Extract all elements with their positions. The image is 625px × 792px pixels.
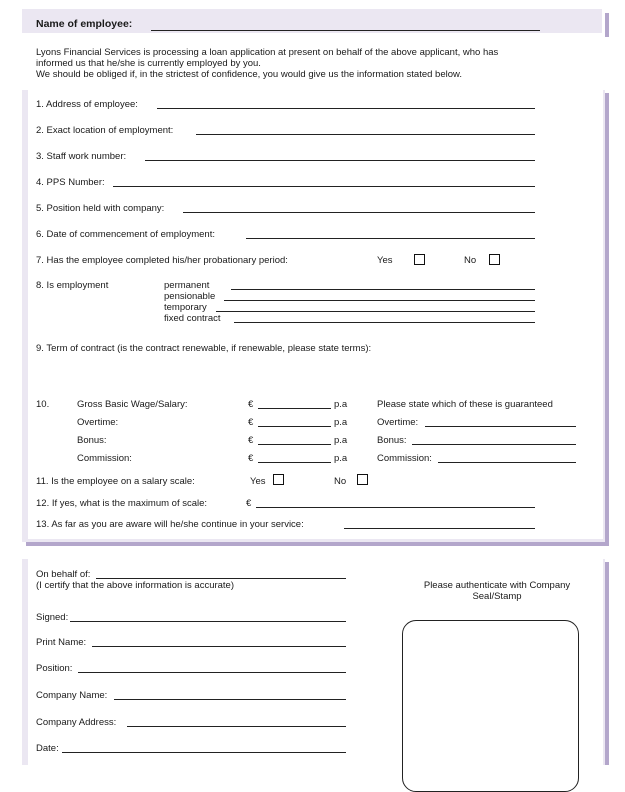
q11-yes-label: Yes xyxy=(250,476,266,487)
q8-option-fixed-contract: fixed contract xyxy=(164,313,221,324)
q9-label: 9. Term of contract (is the contract renewable, if renewable, please state terms): xyxy=(36,343,372,354)
q11-yes-checkbox[interactable] xyxy=(273,474,284,485)
q10-number: 10. xyxy=(36,399,50,410)
signed-field[interactable] xyxy=(70,621,346,622)
q5-label: 5. Position held with company: xyxy=(36,203,165,214)
q8-temporary-field[interactable] xyxy=(216,311,535,312)
date-field[interactable] xyxy=(62,752,346,753)
intro-text xyxy=(36,47,596,80)
q10-overtime-pa: p.a xyxy=(334,417,348,428)
q2-field[interactable] xyxy=(196,134,535,135)
q10-guar-overtime-field[interactable] xyxy=(425,426,576,427)
q11-no-label: No xyxy=(334,476,347,487)
intro-line-1: Lyons Financial Services is processing a loan application at present on behalf of the above applicant, who has xyxy=(36,47,499,58)
q7-no-checkbox[interactable] xyxy=(489,254,500,265)
q6-label: 6. Date of commencement of employment: xyxy=(36,229,215,240)
q6-field[interactable] xyxy=(246,238,535,239)
q10-bonus-currency: € xyxy=(248,435,254,446)
q8-permanent-field[interactable] xyxy=(231,289,535,290)
panel-shadow xyxy=(605,93,609,546)
certify-note: (I certify that the above information is accurate) xyxy=(36,580,235,591)
q7-yes-label: Yes xyxy=(377,255,393,266)
q10-commission-field[interactable] xyxy=(258,462,331,463)
q8-label: 8. Is employment xyxy=(36,280,109,291)
company-name-label: Company Name: xyxy=(36,690,108,701)
company-seal-area[interactable] xyxy=(402,620,579,792)
q10-bonus-field[interactable] xyxy=(258,444,331,445)
employee-name-label: Name of employee: xyxy=(36,18,133,30)
q3-label: 3. Staff work number: xyxy=(36,151,127,162)
q10-guaranteed-label: Please state which of these is guaranteed xyxy=(377,399,553,410)
print-name-field[interactable] xyxy=(92,646,346,647)
q10-commission-pa: p.a xyxy=(334,453,348,464)
q8-pensionable-field[interactable] xyxy=(224,300,535,301)
q12-label: 12. If yes, what is the maximum of scale: xyxy=(36,498,208,509)
q10-guar-bonus-label: Bonus: xyxy=(377,435,407,446)
intro-line-2: informed us that he/she is currently employed by you. xyxy=(36,58,261,69)
q12-field[interactable] xyxy=(256,507,535,508)
q1-label: 1. Address of employee: xyxy=(36,99,138,110)
q4-field[interactable] xyxy=(113,186,535,187)
q10-guar-overtime-label: Overtime: xyxy=(377,417,419,428)
q7-no-label: No xyxy=(464,255,477,266)
header-shadow xyxy=(605,13,609,37)
signed-label: Signed: xyxy=(36,612,69,623)
q1-field[interactable] xyxy=(157,108,535,109)
q10-bonus-pa: p.a xyxy=(334,435,348,446)
q8-option-permanent: permanent xyxy=(164,280,210,291)
company-address-label: Company Address: xyxy=(36,717,117,728)
seal-instructions xyxy=(402,580,592,602)
q10-bonus-label: Bonus: xyxy=(77,435,107,446)
company-address-field[interactable] xyxy=(127,726,346,727)
q5-field[interactable] xyxy=(183,212,535,213)
date-label: Date: xyxy=(36,743,59,754)
q10-overtime-currency: € xyxy=(248,417,254,428)
on-behalf-field[interactable] xyxy=(96,578,346,579)
position-field[interactable] xyxy=(78,672,346,673)
q8-fixed-contract-field[interactable] xyxy=(234,322,535,323)
q10-gross-pa: p.a xyxy=(334,399,348,410)
panel-shadow-bottom xyxy=(26,542,609,546)
q2-label: 2. Exact location of employment: xyxy=(36,125,174,136)
certify-panel-shadow xyxy=(605,562,609,765)
seal-line-2: Seal/Stamp xyxy=(472,591,522,602)
q10-guar-commission-field[interactable] xyxy=(438,462,576,463)
q10-overtime-label: Overtime: xyxy=(77,417,119,428)
q10-guar-commission-label: Commission: xyxy=(377,453,432,464)
q10-commission-currency: € xyxy=(248,453,254,464)
q10-gross-currency: € xyxy=(248,399,254,410)
q7-yes-checkbox[interactable] xyxy=(414,254,425,265)
q3-field[interactable] xyxy=(145,160,535,161)
q10-commission-label: Commission: xyxy=(77,453,132,464)
print-name-label: Print Name: xyxy=(36,637,87,648)
position-label: Position: xyxy=(36,663,73,674)
q11-no-checkbox[interactable] xyxy=(357,474,368,485)
q10-gross-field[interactable] xyxy=(258,408,331,409)
company-name-field[interactable] xyxy=(114,699,346,700)
intro-line-3: We should be obliged if, in the strictest of confidence, you would give us the information stated below. xyxy=(36,69,462,80)
employee-name-field[interactable] xyxy=(151,30,540,31)
q12-currency: € xyxy=(246,498,252,509)
q7-label: 7. Has the employee completed his/her probationary period: xyxy=(36,255,288,266)
q8-option-pensionable: pensionable xyxy=(164,291,216,302)
q13-label: 13. As far as you are aware will he/she continue in your service: xyxy=(36,519,304,530)
q8-option-temporary: temporary xyxy=(164,302,207,313)
q13-field[interactable] xyxy=(344,528,535,529)
on-behalf-label: On behalf of: xyxy=(36,569,91,580)
q11-label: 11. Is the employee on a salary scale: xyxy=(36,476,195,487)
q10-overtime-field[interactable] xyxy=(258,426,331,427)
q4-label: 4. PPS Number: xyxy=(36,177,105,188)
q10-guar-bonus-field[interactable] xyxy=(412,444,576,445)
seal-line-1: Please authenticate with Company xyxy=(423,580,571,591)
q10-gross-label: Gross Basic Wage/Salary: xyxy=(77,399,188,410)
